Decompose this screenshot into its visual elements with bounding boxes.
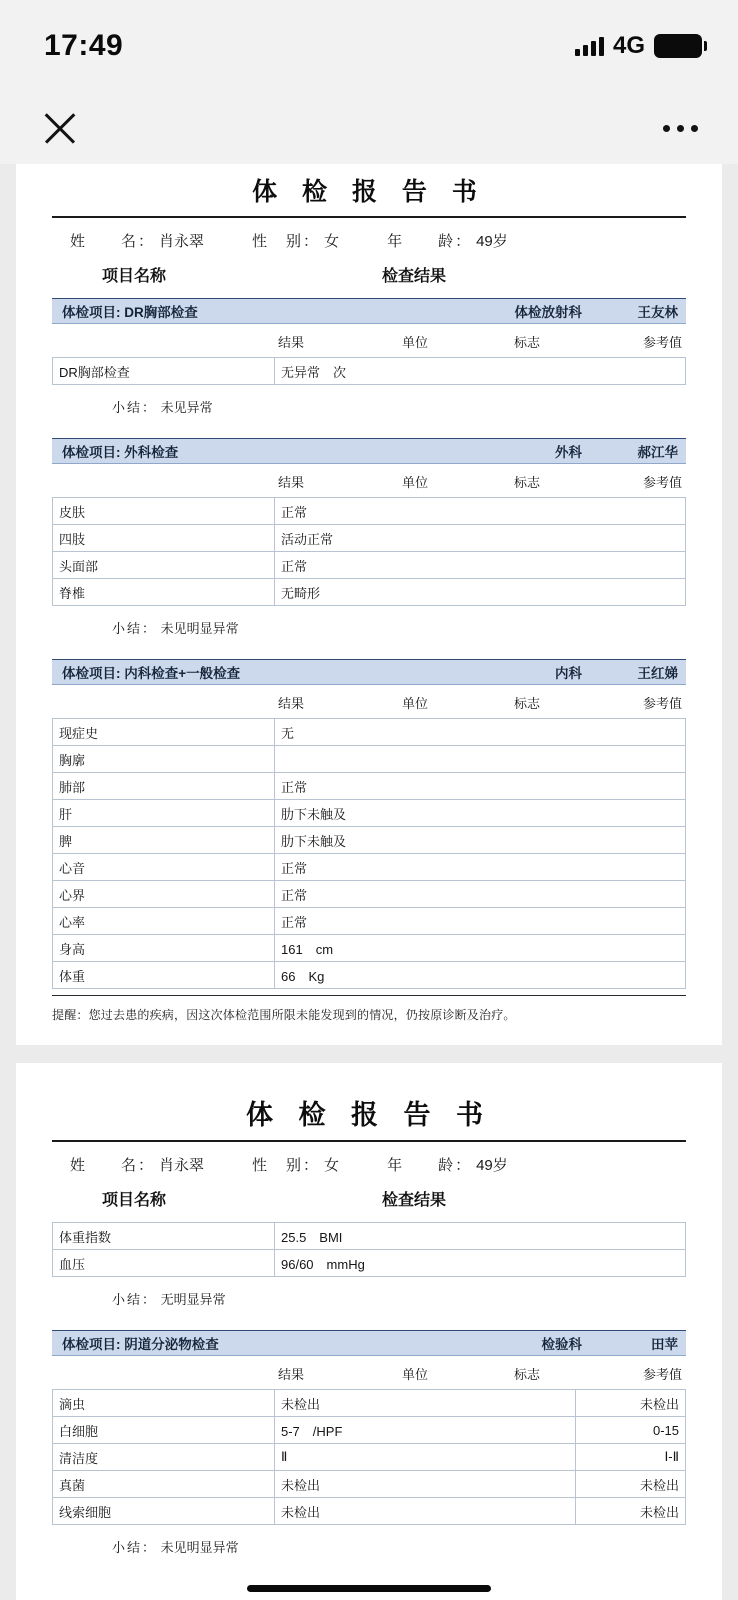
- subhead-flag: 标志: [514, 1367, 541, 1382]
- patient-name-value: 肖永翠: [159, 1157, 205, 1174]
- page-title: 体 检 报 告 书: [252, 178, 486, 206]
- table-row: [53, 962, 686, 989]
- cell-item: 肝: [53, 800, 275, 827]
- cell-item: 心界: [53, 881, 275, 908]
- section-header: [52, 298, 686, 324]
- subhead-reference: 参考值: [642, 475, 682, 490]
- table-row: [53, 1417, 686, 1444]
- section-department: 体检放射科: [514, 305, 582, 320]
- cell-result: Ⅱ: [275, 1444, 576, 1471]
- table-row: [53, 1250, 686, 1277]
- table-subheader: [52, 685, 686, 718]
- cell-result: 66 Kg: [275, 962, 686, 989]
- cell-result: 未检出: [275, 1390, 576, 1417]
- subhead-flag: 标志: [514, 696, 541, 711]
- patient-gender-value: 女: [324, 1157, 340, 1174]
- subhead-result: 结果: [278, 696, 305, 711]
- section-title: 体检项目: DR胸部检查: [62, 305, 198, 320]
- section-department: 内科: [555, 666, 582, 681]
- patient-age-value: 49岁: [476, 233, 508, 250]
- cell-result: 5-7 /HPF: [275, 1417, 576, 1444]
- col-item-name: 项目名称: [102, 1192, 167, 1209]
- table-row: [53, 773, 686, 800]
- section-doctor: 王友林: [637, 305, 678, 320]
- table-row: [53, 881, 686, 908]
- table-row: [53, 358, 686, 385]
- table-row: [53, 854, 686, 881]
- cell-item: 头面部: [53, 552, 275, 579]
- column-headers: [16, 259, 722, 298]
- cell-item: 皮肤: [53, 498, 275, 525]
- result-table: [52, 1389, 686, 1525]
- patient-age-label: 年 龄：: [387, 1157, 473, 1174]
- page-title: 体 检 报 告 书: [245, 1100, 492, 1130]
- patient-info: [70, 218, 722, 259]
- subhead-reference: 参考值: [642, 696, 682, 711]
- section-title: 体检项目: 内科检查+一般检查: [62, 666, 241, 681]
- table-row: [53, 552, 686, 579]
- document-viewer[interactable]: [0, 164, 738, 1600]
- subhead-item: [52, 1364, 278, 1383]
- cell-result: 正常: [275, 552, 686, 579]
- section-summary: [112, 1289, 722, 1308]
- section-header: [52, 1330, 686, 1356]
- cell-item: 体重: [53, 962, 275, 989]
- nav-bar: [0, 92, 738, 164]
- status-bar: [0, 0, 738, 92]
- table-row: [53, 1471, 686, 1498]
- cell-item: 心率: [53, 908, 275, 935]
- cell-result: 96/60 mmHg: [275, 1250, 686, 1277]
- cell-result: 161 cm: [275, 935, 686, 962]
- result-table: [52, 497, 686, 606]
- patient-name-label: 姓 名：: [70, 1157, 156, 1174]
- status-time: 17:49: [44, 29, 124, 62]
- page-notice: 提醒：您过去患的疾病，因这次体检范围所限未能发现到的情况，仍按原诊断及治疗。: [52, 995, 686, 1023]
- cell-result: 未检出: [275, 1471, 576, 1498]
- subhead-reference: 参考值: [642, 1367, 682, 1382]
- cell-item: 脊椎: [53, 579, 275, 606]
- table-row: [53, 746, 686, 773]
- section-summary: [112, 1537, 722, 1556]
- cell-result: [275, 746, 686, 773]
- summary-value: 未见明显异常: [160, 621, 239, 636]
- cell-item: 血压: [53, 1250, 275, 1277]
- subhead-item: [52, 332, 278, 351]
- table-row: [53, 908, 686, 935]
- cell-result: 正常: [275, 498, 686, 525]
- cell-item: 现症史: [53, 719, 275, 746]
- section-header: [52, 438, 686, 464]
- signal-bars-icon: [575, 36, 604, 56]
- patient-name-value: 肖永翠: [159, 233, 205, 250]
- subhead-unit: 单位: [402, 1367, 429, 1382]
- cell-result: 肋下未触及: [275, 827, 686, 854]
- summary-value: 未见异常: [160, 400, 213, 415]
- summary-value: 无明显异常: [160, 1292, 226, 1307]
- section-title: 体检项目: 外科检查: [62, 445, 179, 460]
- cell-item: 胸廓: [53, 746, 275, 773]
- patient-info: [70, 1142, 722, 1183]
- table-row: [53, 800, 686, 827]
- subhead-unit: 单位: [402, 696, 429, 711]
- col-result: 检查结果: [382, 268, 447, 285]
- patient-gender-label: 性 别：: [252, 1157, 321, 1174]
- cell-reference: 未检出: [576, 1390, 686, 1417]
- cell-result: 正常: [275, 773, 686, 800]
- cell-reference: 未检出: [576, 1471, 686, 1498]
- table-subheader: [52, 324, 686, 357]
- cell-result: 正常: [275, 908, 686, 935]
- section-doctor: 田苹: [651, 1337, 678, 1352]
- table-row: [53, 1223, 686, 1250]
- home-indicator: [247, 1585, 491, 1592]
- subhead-flag: 标志: [514, 335, 541, 350]
- summary-value: 未见明显异常: [160, 1540, 239, 1555]
- result-table: [52, 357, 686, 385]
- section-doctor: 郝江华: [637, 445, 678, 460]
- cell-item: 白细胞: [53, 1417, 275, 1444]
- section-summary: [112, 397, 722, 416]
- cell-result: 活动正常: [275, 525, 686, 552]
- table-row: [53, 827, 686, 854]
- cell-result: 无畸形: [275, 579, 686, 606]
- subhead-result: 结果: [278, 335, 305, 350]
- column-headers: [16, 1183, 722, 1222]
- subhead-result: 结果: [278, 475, 305, 490]
- battery-full-icon: [654, 34, 702, 58]
- summary-label: 小结：: [112, 621, 158, 636]
- table-row: [53, 498, 686, 525]
- cell-item: 脾: [53, 827, 275, 854]
- cell-reference: 0-15: [576, 1417, 686, 1444]
- result-table: [52, 1222, 686, 1277]
- status-indicators: [575, 32, 702, 60]
- table-row: [53, 1444, 686, 1471]
- summary-label: 小结：: [112, 1540, 158, 1555]
- cell-item: 线索细胞: [53, 1498, 275, 1525]
- report-page-2: [16, 1063, 722, 1600]
- table-row: [53, 525, 686, 552]
- section-doctor: 王红娣: [637, 666, 678, 681]
- cell-result: 正常: [275, 881, 686, 908]
- cell-result: 正常: [275, 854, 686, 881]
- patient-gender-value: 女: [324, 233, 340, 250]
- patient-name-label: 姓 名：: [70, 233, 156, 250]
- cell-result: 未检出: [275, 1498, 576, 1525]
- section-header: [52, 659, 686, 685]
- col-result: 检查结果: [382, 1192, 447, 1209]
- section-department: 检验科: [541, 1337, 582, 1352]
- col-item-name: 项目名称: [102, 268, 167, 285]
- cell-item: 体重指数: [53, 1223, 275, 1250]
- cell-item: 四肢: [53, 525, 275, 552]
- cell-result: 25.5 BMI: [275, 1223, 686, 1250]
- subhead-item: [52, 693, 278, 712]
- patient-gender-label: 性 别：: [252, 233, 321, 250]
- subhead-flag: 标志: [514, 475, 541, 490]
- result-table: [52, 718, 686, 989]
- table-subheader: [52, 464, 686, 497]
- summary-label: 小结：: [112, 400, 158, 415]
- cell-item: 心音: [53, 854, 275, 881]
- table-row: [53, 1390, 686, 1417]
- summary-label: 小结：: [112, 1292, 158, 1307]
- cell-item: 滴虫: [53, 1390, 275, 1417]
- cell-result: 肋下未触及: [275, 800, 686, 827]
- patient-age-label: 年 龄：: [387, 233, 473, 250]
- cell-item: 清洁度: [53, 1444, 275, 1471]
- cell-item: 身高: [53, 935, 275, 962]
- section-title: 体检项目: 阴道分泌物检查: [62, 1337, 219, 1352]
- section-summary: [112, 618, 722, 637]
- cell-item: 真菌: [53, 1471, 275, 1498]
- cell-item: 肺部: [53, 773, 275, 800]
- report-page-1: [16, 164, 722, 1045]
- table-row: [53, 935, 686, 962]
- table-row: [53, 719, 686, 746]
- cell-result: 无: [275, 719, 686, 746]
- cell-result: 无异常 次: [275, 358, 686, 385]
- cell-item: DR胸部检查: [53, 358, 275, 385]
- section-department: 外科: [555, 445, 582, 460]
- subhead-result: 结果: [278, 1367, 305, 1382]
- subhead-reference: 参考值: [642, 335, 682, 350]
- cell-reference: Ⅰ-Ⅱ: [576, 1444, 686, 1471]
- subhead-item: [52, 472, 278, 491]
- subhead-unit: 单位: [402, 475, 429, 490]
- close-icon[interactable]: [40, 108, 80, 148]
- table-subheader: [52, 1356, 686, 1389]
- network-type-label: 4G: [612, 32, 645, 59]
- cell-reference: 未检出: [576, 1498, 686, 1525]
- subhead-unit: 单位: [402, 335, 429, 350]
- more-dots-icon[interactable]: [663, 125, 698, 132]
- table-row: [53, 579, 686, 606]
- patient-age-value: 49岁: [476, 1157, 508, 1174]
- table-row: [53, 1498, 686, 1525]
